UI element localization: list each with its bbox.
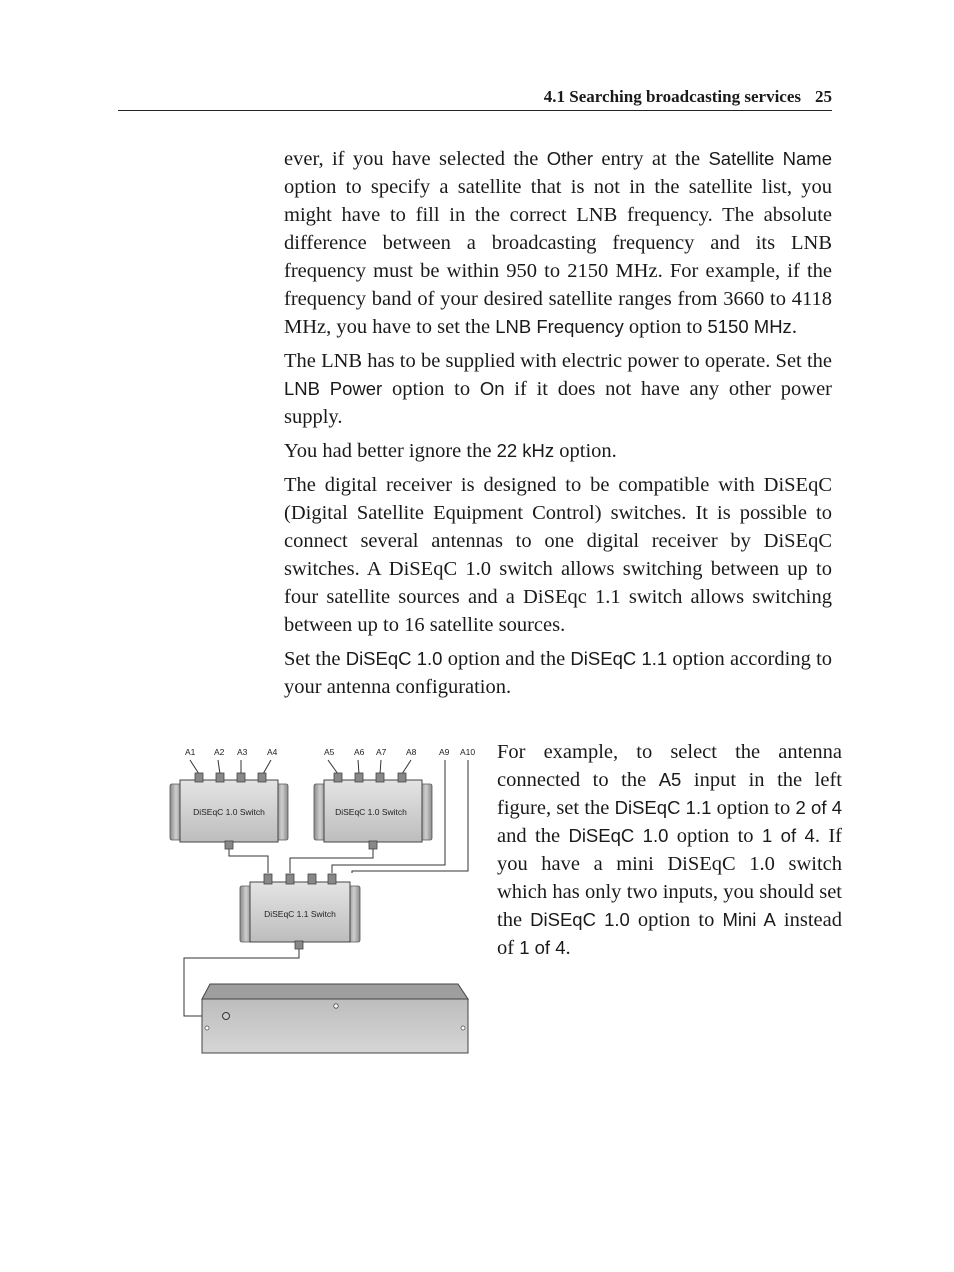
text-run: instead of	[497, 909, 842, 959]
antenna-label-a9: A9	[439, 747, 450, 757]
switch-bottom-label: DiSEqC 1.1 Switch	[264, 909, 336, 919]
text-run: and the	[497, 825, 569, 847]
text-run: entry at the	[593, 148, 709, 170]
diseqc-diagram	[168, 740, 488, 1064]
text-run: option and the	[442, 648, 571, 670]
antenna-label-a7: A7	[376, 747, 387, 757]
antenna-label-a5: A5	[324, 747, 335, 757]
option-name: Satellite Name	[708, 148, 832, 169]
text-run: option according to your antenna configuration.	[284, 648, 833, 698]
text-run: .	[791, 316, 797, 338]
option-name: DiSEqC 1.0	[345, 648, 443, 669]
paragraph-diseqc-set	[284, 645, 832, 701]
option-name: DiSEqC 1.1	[614, 797, 712, 818]
option-name: DiSEqC 1.0	[530, 909, 630, 930]
switch-right-label: DiSEqC 1.0 Switch	[335, 807, 407, 817]
running-header	[118, 86, 832, 111]
text-run: if it does not have any other power supply.	[284, 378, 832, 428]
option-name: LNB Power	[284, 378, 383, 399]
option-value: On	[479, 378, 505, 399]
option-name: Other	[546, 148, 594, 169]
page-number: 25	[815, 87, 832, 106]
antenna-label-a2: A2	[214, 747, 225, 757]
section-title: 4.1 Searching broadcasting services	[543, 87, 801, 106]
antenna-label-a4: A4	[267, 747, 278, 757]
switch-right	[314, 773, 432, 849]
body-text	[284, 145, 832, 707]
text-run: option to	[382, 378, 480, 400]
option-value: 1 of 4	[519, 937, 566, 958]
antenna-label-a8: A8	[406, 747, 417, 757]
switch-left-label: DiSEqC 1.0 Switch	[193, 807, 265, 817]
text-run: . If you have a mini DiSEqC 1.0 switch which has only two inputs, you should set the	[497, 825, 842, 931]
option-name: LNB Frequency	[495, 316, 624, 337]
switch-bottom	[240, 874, 360, 949]
text-run: input in the left figure, set the	[497, 769, 842, 819]
text-run: For example, to select the antenna connected to the	[497, 741, 842, 791]
diseqc-diagram-svg	[168, 740, 488, 1060]
option-name: DiSEqC 1.1	[570, 648, 668, 669]
option-value: A5	[658, 769, 682, 790]
figure-explanation	[497, 738, 842, 962]
text-run: Set the	[284, 648, 346, 670]
paragraph-lnb-power	[284, 347, 832, 431]
text-run: option to	[629, 909, 723, 931]
option-name: DiSEqC 1.0	[568, 825, 669, 846]
text-run: The digital receiver is designed to be compatible with DiSEqC (Digital Satellite Equipment Control) switches. It is possible to connect several antennas to one digital receiver by DiSEqC switches. A DiSEqC 1.0 switch allows switching between up to four satellite sources and a DiSEqc 1.1 switch allows switching between up to 16 satellite sources.	[284, 474, 832, 636]
option-value: 2 of 4	[795, 797, 843, 818]
paragraph-22khz	[284, 437, 832, 465]
text-run: option to	[668, 825, 762, 847]
text-run: .	[565, 937, 571, 959]
option-name: 22 kHz	[496, 440, 555, 461]
paragraph-diseqc-intro	[284, 471, 832, 639]
antenna-label-a3: A3	[237, 747, 248, 757]
paragraph-lnb-frequency	[284, 145, 832, 341]
text-run: You had better ignore the	[284, 440, 497, 462]
antenna-label-a1: A1	[185, 747, 196, 757]
antenna-label-a6: A6	[354, 747, 365, 757]
option-value: 5150 MHz	[707, 316, 792, 337]
text-run: option.	[554, 440, 617, 462]
antenna-label-a10: A10	[460, 747, 476, 757]
text-run: option to specify a satellite that is not in the satellite list, you might have to fill in the correct LNB frequency. The absolute difference between a broadcasting frequency and its LNB frequency must be within 950 to 2150 MHz. For example, if the frequency band of your desired satellite ranges from 3660 to 4118 MHz, you have to set the	[284, 176, 832, 338]
paragraph-example	[497, 738, 842, 962]
text-run: option to	[711, 797, 796, 819]
text-run: option to	[623, 316, 708, 338]
text-run: The LNB has to be supplied with electric power to operate. Set the	[284, 350, 832, 372]
option-value: 1 of 4	[761, 825, 815, 846]
digital-receiver	[202, 984, 468, 1053]
switch-left	[170, 773, 288, 849]
option-value: Mini A	[722, 909, 776, 930]
text-run: ever, if you have selected the	[284, 148, 547, 170]
